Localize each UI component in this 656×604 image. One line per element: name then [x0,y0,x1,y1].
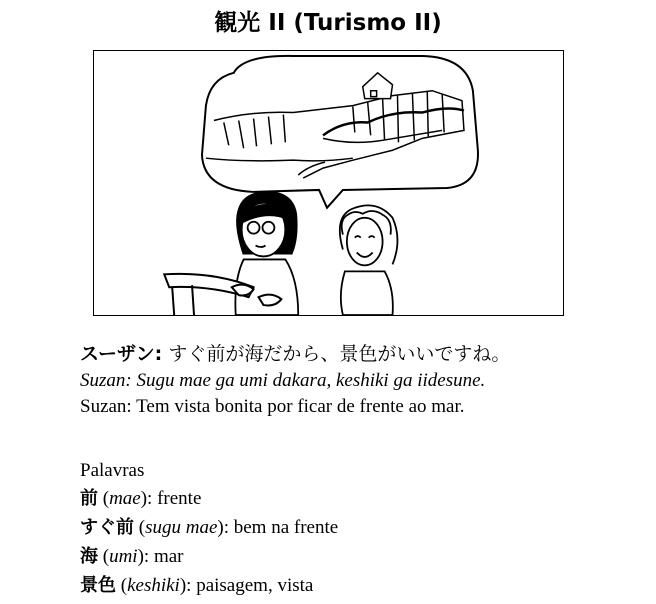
page-title: 観光 II (Turismo II) [214,10,442,36]
vocabulary-meaning: paisagem, vista [196,575,314,596]
comic-illustration [93,50,564,316]
comic-drawing [94,51,563,315]
vocabulary-reading: keshiki [127,575,180,596]
vocabulary-reading: sugu mae [145,517,218,538]
vocabulary-item: 前 (mae): frente [80,488,202,509]
vocabulary-kanji: 前 [80,488,98,509]
vocabulary-reading: mae [109,488,141,509]
japanese-sentence: すぐ前が海だから、景色がいいですね。 [168,343,511,365]
vocabulary-item: すぐ前 (sugu mae): bem na frente [80,517,339,538]
vocabulary-meaning: frente [157,488,202,509]
vocabulary-item: 景色 (keshiki): paisagem, vista [80,575,314,596]
vocabulary-heading: Palavras [80,460,145,481]
vocabulary-kanji: すぐ前 [80,517,134,538]
vocabulary-meaning: bem na frente [233,517,339,538]
dialogue-block [80,340,640,420]
portuguese-translation: Suzan: Tem vista bonita por ficar de frente ao mar. [80,396,465,417]
vocabulary-reading: umi [109,546,138,567]
speaker-name-jp: スーザン: [80,343,163,365]
japanese-line [80,340,640,368]
character-right [340,205,398,315]
vocabulary-kanji: 景色 [80,575,116,596]
vocabulary-kanji: 海 [80,546,98,567]
vocabulary-meaning: mar [153,546,184,567]
romaji-line: Suzan: Sugu mae ga umi dakara, keshiki ga iidesune. [80,370,486,391]
vocabulary-item: 海 (umi): mar [80,546,184,567]
vocabulary-list [80,458,640,600]
